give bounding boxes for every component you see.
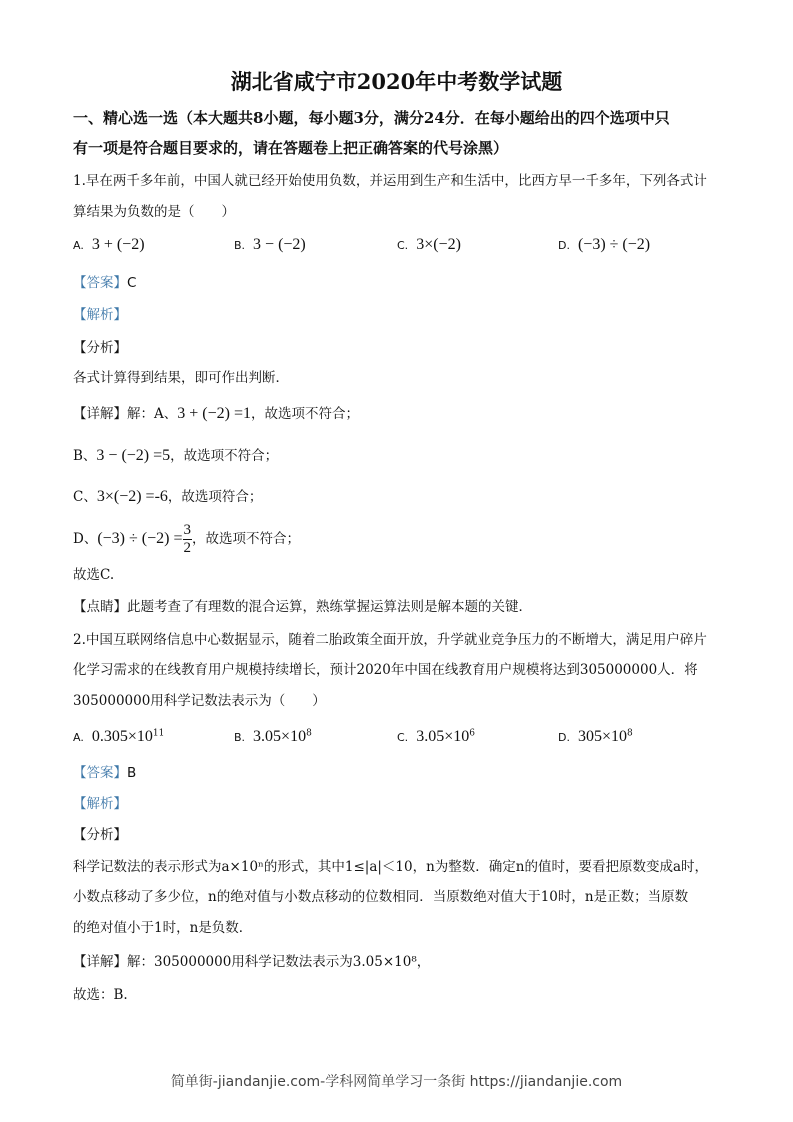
q2-conclusion: 故选：B. (73, 987, 128, 1003)
q1-detail-d (73, 522, 300, 557)
q1-detail-c (73, 487, 262, 507)
q2-stem-line3: 305000000用科学记数法表示为（ ） (73, 693, 326, 709)
q1-option-b (234, 236, 306, 254)
detail-prefix: B、 (73, 448, 97, 464)
q1-fenxi-label: 【分析】 (73, 340, 127, 356)
footer-watermark: 简单街-jiandanjie.com-学科网简单学习一条街 https://jiandanjie.com (170, 1074, 623, 1090)
option-expr: 3 − (−2) (253, 236, 306, 253)
option-expr: 3 + (−2) (91, 236, 145, 253)
fraction (183, 522, 193, 557)
q1-option-a (73, 236, 145, 254)
detail-prefix: C、 (73, 489, 97, 505)
detail-label: 【详解】 (73, 406, 127, 422)
detail-expr: 3 − (−2) =5 (96, 447, 171, 464)
option-expr: 3×(−2) (416, 236, 461, 253)
q2-option-a (73, 728, 164, 746)
detail-suffix: ，故选项不符合； (192, 531, 300, 547)
answer-value: C (127, 275, 137, 291)
detail-suffix: ，故选项不符合； (250, 406, 359, 422)
q2-option-b (234, 728, 312, 746)
detail-expr: 3 + (−2) =1 (177, 405, 251, 422)
option-key: A. (73, 239, 84, 252)
option-base: 3.05×10 (253, 728, 307, 745)
tip-text: 此题考查了有理数的混合运算，熟练掌握运算法则是解本题的关键． (127, 599, 532, 615)
detail-expr: 3×(−2) =-6 (96, 488, 168, 505)
detail-expr: (−3) ÷ (−2) = (97, 530, 183, 547)
q2-fenxi-line3: 的绝对值小于1时，n是负数． (73, 920, 253, 936)
option-key: D. (558, 239, 570, 252)
option-key: C. (397, 239, 409, 252)
detail-suffix: ，故选项不符合； (170, 448, 279, 464)
document-title: 湖北省咸宁市2020年中考数学试题 (230, 69, 563, 94)
q1-stem-line2: 算结果为负数的是（ ） (73, 204, 235, 220)
q2-fenxi-label: 【分析】 (73, 827, 127, 843)
q2-fenxi-line2: 小数点移动了多少位，n的绝对值与小数点移动的位数相同．当原数绝对值大于10时，n是正数；当原数 (73, 889, 689, 905)
q2-stem-line2: 化学习需求的在线教育用户规模持续增长，预计2020年中国在线教育用户规模将达到305000000人．将 (73, 662, 698, 678)
q2-stem-line1: 2.中国互联网络信息中心数据显示，随着二胎政策全面开放，升学就业竞争压力的不断增大，满足用户碎片 (73, 632, 707, 648)
option-base: 3.05×10 (416, 728, 470, 745)
option-expr: (−3) ÷ (−2) (577, 236, 651, 253)
detail-prefix: 解：A、 (127, 406, 178, 422)
q1-fenxi-text: 各式计算得到结果，即可作出判断． (73, 370, 289, 386)
q1-detail-b (73, 446, 278, 466)
q2-option-d (558, 728, 633, 746)
detail-prefix: D、 (73, 531, 98, 547)
detail-text: 解：305000000用科学记数法表示为3.05×10⁸， (127, 954, 431, 970)
option-exponent: 8 (306, 728, 312, 739)
q2-option-c (397, 728, 475, 746)
q1-option-d (558, 236, 650, 254)
answer-label: 【答案】 (73, 275, 127, 291)
q1-option-c (397, 236, 461, 254)
q2-detail (73, 952, 430, 972)
q1-analysis-label: 【解析】 (73, 307, 127, 323)
q1-stem-line1: 1.早在两千多年前，中国人就已经开始使用负数，并运用到生产和生活中，比西方早一千多年，下列各式计 (73, 173, 707, 189)
option-base: 305×10 (577, 728, 627, 745)
option-key: D. (558, 731, 570, 744)
option-exponent: 8 (627, 728, 633, 739)
q1-tip (73, 597, 532, 617)
answer-label: 【答案】 (73, 765, 127, 781)
option-key: B. (234, 239, 246, 252)
option-base: 0.305×10 (91, 728, 153, 745)
detail-label: 【详解】 (73, 954, 127, 970)
answer-value: B (127, 765, 137, 781)
option-key: C. (397, 731, 409, 744)
q2-answer (73, 763, 136, 783)
tip-label: 【点睛】 (73, 599, 127, 615)
fraction-numerator: 3 (183, 522, 191, 538)
q2-analysis-label: 【解析】 (73, 796, 127, 812)
fraction-denominator: 2 (183, 540, 191, 556)
option-key: B. (234, 731, 246, 744)
section-heading-line2: 有一项是符合题目要求的，请在答题卷上把正确答案的代号涂黑） (73, 139, 509, 157)
option-key: A. (73, 731, 84, 744)
q1-detail-a (73, 404, 359, 424)
q1-answer (73, 273, 136, 293)
q1-conclusion: 故选C. (73, 567, 115, 583)
option-exponent: 11 (152, 728, 165, 739)
detail-suffix: ，故选项符合； (167, 489, 263, 505)
section-heading-line1: 一、精心选一选（本大题共8小题，每小题3分，满分24分．在每小题给出的四个选项中只 (73, 109, 670, 127)
q2-fenxi-line1: 科学记数法的表示形式为a×10ⁿ的形式，其中1≤|a|＜10，n为整数．确定n的值时，要看把原数变成a时， (73, 859, 709, 875)
option-exponent: 6 (469, 728, 475, 739)
